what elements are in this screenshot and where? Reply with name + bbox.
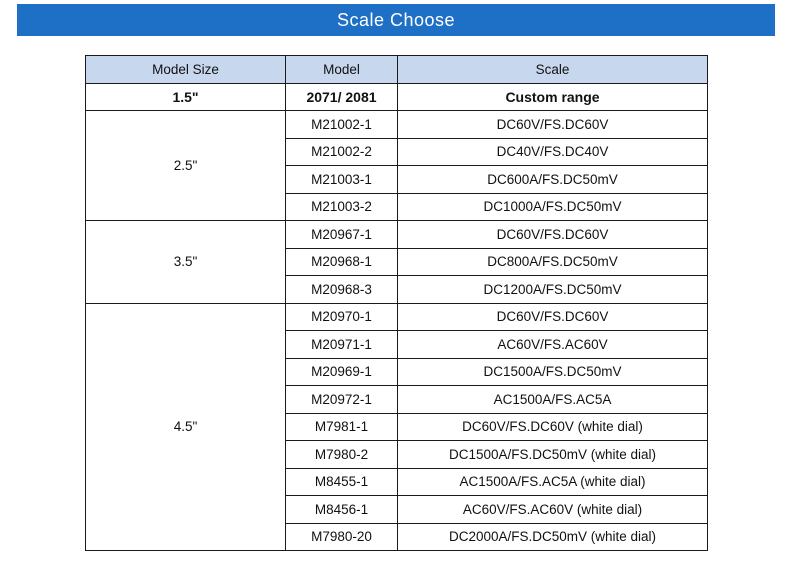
model-size-cell: 3.5" (86, 221, 286, 304)
header-row (86, 56, 708, 84)
header-model-size: Model Size (86, 56, 286, 84)
model-size-cell: 4.5" (86, 303, 286, 551)
model-cell: M20968-3 (286, 276, 398, 304)
scale-cell: DC40V/FS.DC40V (398, 138, 708, 166)
model-cell: M21002-1 (286, 111, 398, 139)
scale-cell: DC60V/FS.DC60V (398, 111, 708, 139)
header-scale: Scale (398, 56, 708, 84)
title-banner (17, 4, 775, 36)
scale-cell: DC60V/FS.DC60V (white dial) (398, 413, 708, 441)
table-row (86, 111, 708, 139)
model-cell: M20972-1 (286, 386, 398, 414)
scale-cell: AC1500A/FS.AC5A (white dial) (398, 468, 708, 496)
model-cell: 2071/ 2081 (286, 83, 398, 111)
scale-cell: AC60V/FS.AC60V (398, 331, 708, 359)
scale-cell: DC1200A/FS.DC50mV (398, 276, 708, 304)
model-cell: M20971-1 (286, 331, 398, 359)
model-cell: M21003-1 (286, 166, 398, 194)
scale-cell: AC60V/FS.AC60V (white dial) (398, 496, 708, 524)
scale-cell: DC60V/FS.DC60V (398, 221, 708, 249)
header-model: Model (286, 56, 398, 84)
scale-cell: DC800A/FS.DC50mV (398, 248, 708, 276)
scale-cell: DC1500A/FS.DC50mV (white dial) (398, 441, 708, 469)
model-cell: M20968-1 (286, 248, 398, 276)
scale-cell: DC1000A/FS.DC50mV (398, 193, 708, 221)
model-cell: M7981-1 (286, 413, 398, 441)
model-cell: M7980-2 (286, 441, 398, 469)
model-cell: M20970-1 (286, 303, 398, 331)
scale-cell: DC2000A/FS.DC50mV (white dial) (398, 523, 708, 551)
scale-cell: Custom range (398, 83, 708, 111)
model-cell: M8455-1 (286, 468, 398, 496)
model-cell: M21003-2 (286, 193, 398, 221)
model-cell: M20969-1 (286, 358, 398, 386)
table-row (86, 221, 708, 249)
model-cell: M21002-2 (286, 138, 398, 166)
model-cell: M20967-1 (286, 221, 398, 249)
scale-cell: AC1500A/FS.AC5A (398, 386, 708, 414)
model-size-cell: 1.5" (86, 83, 286, 111)
scale-cell: DC600A/FS.DC50mV (398, 166, 708, 194)
model-cell: M7980-20 (286, 523, 398, 551)
model-size-cell: 2.5" (86, 111, 286, 221)
scale-cell: DC1500A/FS.DC50mV (398, 358, 708, 386)
scale-cell: DC60V/FS.DC60V (398, 303, 708, 331)
scale-table (85, 55, 708, 551)
model-cell: M8456-1 (286, 496, 398, 524)
page-title: Scale Choose (336, 9, 456, 30)
table-row (86, 303, 708, 331)
table-row (86, 83, 708, 111)
